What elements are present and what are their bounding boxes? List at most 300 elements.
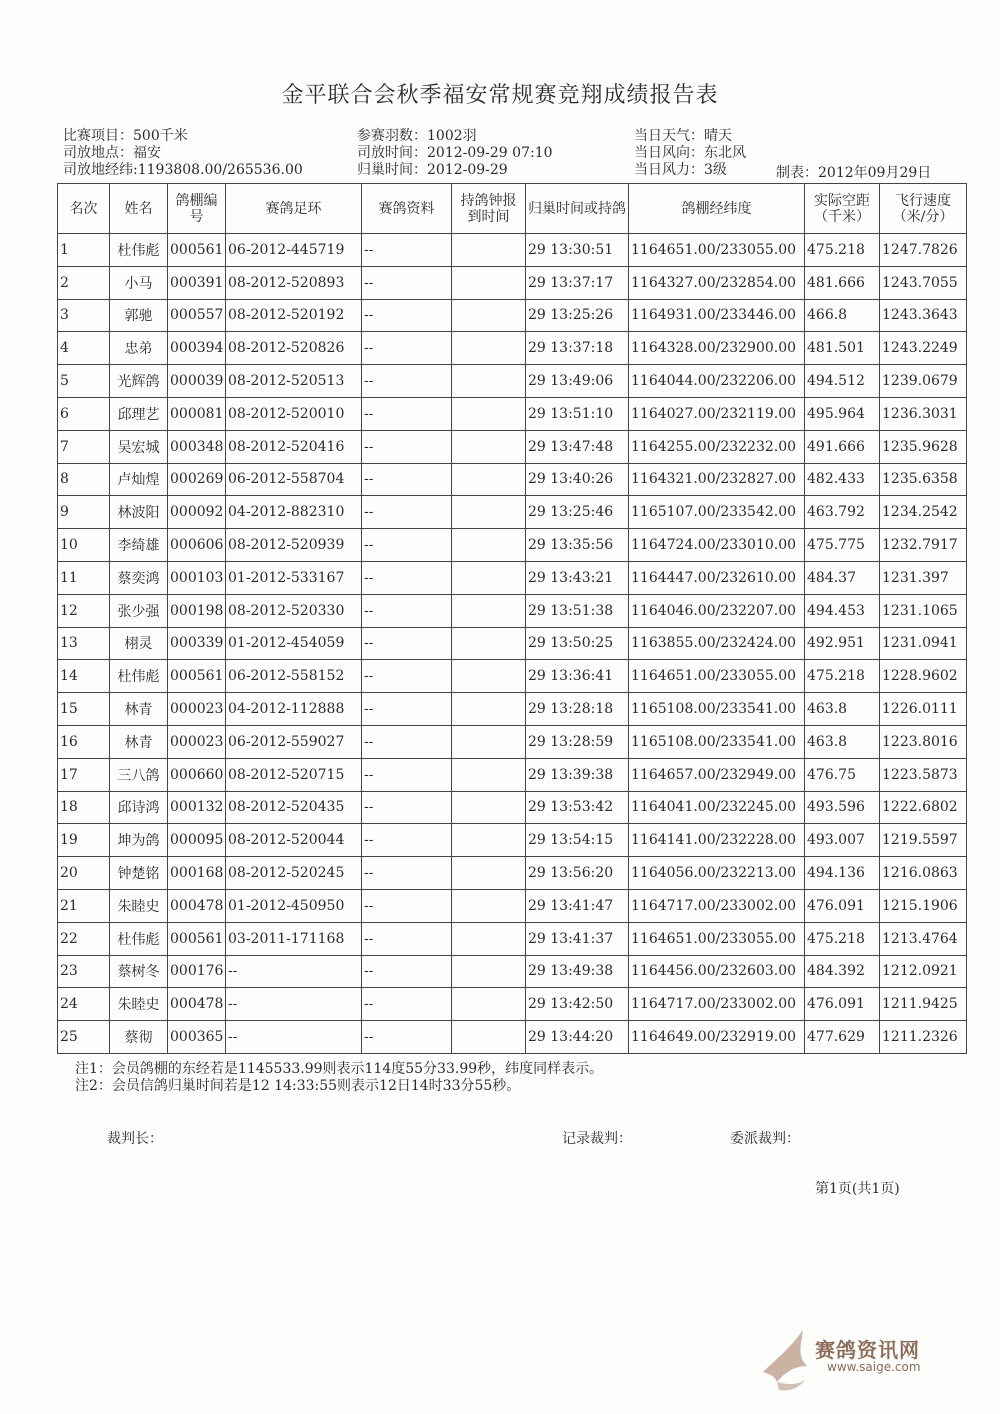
cell-dist: 481.501 [805, 332, 880, 365]
cell-info: -- [362, 758, 452, 791]
page-number: 第1页(共1页) [815, 1181, 900, 1197]
cell-dist: 476.091 [805, 988, 880, 1021]
cell-clock [452, 266, 526, 299]
cell-ring: 08-2012-520513 [226, 365, 362, 398]
table-row [58, 266, 967, 299]
cell-info: -- [362, 627, 452, 660]
cell-speed: 1219.5597 [880, 824, 967, 857]
count-info: 参赛羽数：1002羽 [357, 128, 477, 144]
cell-clock [452, 857, 526, 890]
cell-speed: 1236.3031 [880, 397, 967, 430]
cell-clock [452, 660, 526, 693]
cell-name: 郭驰 [110, 299, 168, 332]
cell-coord: 1164027.00/232119.00 [629, 397, 805, 430]
cell-clock [452, 594, 526, 627]
cell-info: -- [362, 922, 452, 955]
cell-time: 29 13:41:37 [526, 922, 629, 955]
cell-clock [452, 725, 526, 758]
cell-loft: 000365 [168, 1021, 226, 1054]
cell-clock [452, 1021, 526, 1054]
cell-dist: 463.8 [805, 693, 880, 726]
cell-ring: 08-2012-520245 [226, 857, 362, 890]
cell-rank: 17 [58, 758, 110, 791]
cell-coord: 1164717.00/233002.00 [629, 889, 805, 922]
cell-clock [452, 365, 526, 398]
cell-speed: 1243.7055 [880, 266, 967, 299]
cell-ring: 08-2012-520044 [226, 824, 362, 857]
cell-time: 29 13:25:26 [526, 299, 629, 332]
cell-ring: 08-2012-520939 [226, 529, 362, 562]
cell-clock [452, 463, 526, 496]
cell-info: -- [362, 561, 452, 594]
cell-time: 29 13:42:50 [526, 988, 629, 1021]
cell-coord: 1164056.00/232213.00 [629, 857, 805, 890]
cell-name: 小马 [110, 266, 168, 299]
table-row [58, 561, 967, 594]
cell-dist: 481.666 [805, 266, 880, 299]
cell-rank: 8 [58, 463, 110, 496]
cell-time: 29 13:28:18 [526, 693, 629, 726]
cell-time: 29 13:51:10 [526, 397, 629, 430]
header-name: 姓名 [110, 184, 168, 234]
header-info: 赛鸽资料 [362, 184, 452, 234]
table-row [58, 955, 967, 988]
cell-rank: 9 [58, 496, 110, 529]
cell-rank: 1 [58, 234, 110, 267]
cell-time: 29 13:44:20 [526, 1021, 629, 1054]
table-row [58, 889, 967, 922]
cell-coord: 1164255.00/232232.00 [629, 430, 805, 463]
cell-dist: 494.453 [805, 594, 880, 627]
cell-info: -- [362, 299, 452, 332]
cell-speed: 1232.7917 [880, 529, 967, 562]
wind-direction-info: 当日风向：东北风 [634, 145, 746, 161]
cell-info: -- [362, 430, 452, 463]
table-row [58, 660, 967, 693]
table-row [58, 234, 967, 267]
cell-speed: 1211.2326 [880, 1021, 967, 1054]
cell-loft: 000348 [168, 430, 226, 463]
cell-dist: 475.218 [805, 660, 880, 693]
cell-info: -- [362, 529, 452, 562]
cell-rank: 15 [58, 693, 110, 726]
cell-rank: 16 [58, 725, 110, 758]
cell-info: -- [362, 955, 452, 988]
cell-speed: 1234.2542 [880, 496, 967, 529]
cell-name: 吴宏城 [110, 430, 168, 463]
report-title: 金平联合会秋季福安常规赛竞翔成绩报告表 [281, 83, 719, 108]
table-row [58, 791, 967, 824]
cell-loft: 000039 [168, 365, 226, 398]
cell-coord: 1164931.00/233446.00 [629, 299, 805, 332]
cell-info: -- [362, 332, 452, 365]
cell-loft: 000092 [168, 496, 226, 529]
cell-info: -- [362, 594, 452, 627]
cell-ring: 08-2012-520192 [226, 299, 362, 332]
cell-info: -- [362, 693, 452, 726]
table-row [58, 1021, 967, 1054]
cell-name: 张少强 [110, 594, 168, 627]
cell-dist: 484.37 [805, 561, 880, 594]
cell-coord: 1164717.00/233002.00 [629, 988, 805, 1021]
cell-rank: 24 [58, 988, 110, 1021]
cell-dist: 493.007 [805, 824, 880, 857]
cell-dist: 495.964 [805, 397, 880, 430]
cell-time: 29 13:30:51 [526, 234, 629, 267]
info-block-middle [357, 128, 553, 179]
cell-info: -- [362, 463, 452, 496]
cell-ring: 01-2012-454059 [226, 627, 362, 660]
info-block-left [63, 128, 303, 179]
cell-dist: 494.512 [805, 365, 880, 398]
note-2: 注2：会员信鸽归巢时间若是12 14:33:55则表示12日14时33分55秒。 [75, 1078, 521, 1094]
cell-dist: 463.792 [805, 496, 880, 529]
cell-ring: 06-2012-445719 [226, 234, 362, 267]
cell-dist: 484.392 [805, 955, 880, 988]
cell-loft: 000023 [168, 725, 226, 758]
table-row [58, 365, 967, 398]
cell-info: -- [362, 824, 452, 857]
cell-rank: 13 [58, 627, 110, 660]
table-row [58, 397, 967, 430]
cell-dist: 477.629 [805, 1021, 880, 1054]
cell-rank: 7 [58, 430, 110, 463]
cell-name: 朱睦史 [110, 889, 168, 922]
cell-coord: 1164724.00/233010.00 [629, 529, 805, 562]
cell-time: 29 13:56:20 [526, 857, 629, 890]
cell-rank: 6 [58, 397, 110, 430]
cell-time: 29 13:40:26 [526, 463, 629, 496]
cell-ring: 08-2012-520893 [226, 266, 362, 299]
cell-name: 杜伟彪 [110, 922, 168, 955]
cell-speed: 1231.0941 [880, 627, 967, 660]
cell-loft: 000478 [168, 988, 226, 1021]
cell-coord: 1164447.00/232610.00 [629, 561, 805, 594]
cell-name: 钟楚铭 [110, 857, 168, 890]
cell-dist: 493.596 [805, 791, 880, 824]
cell-info: -- [362, 988, 452, 1021]
results-table [57, 183, 967, 1054]
cell-rank: 22 [58, 922, 110, 955]
cell-speed: 1211.9425 [880, 988, 967, 1021]
cell-loft: 000391 [168, 266, 226, 299]
delegate-judge-signature: 委派裁判： [730, 1131, 800, 1147]
cell-rank: 11 [58, 561, 110, 594]
cell-time: 29 13:37:18 [526, 332, 629, 365]
cell-clock [452, 988, 526, 1021]
cell-loft: 000176 [168, 955, 226, 988]
cell-dist: 476.75 [805, 758, 880, 791]
cell-speed: 1235.9628 [880, 430, 967, 463]
cell-coord: 1165108.00/233541.00 [629, 725, 805, 758]
cell-time: 29 13:25:46 [526, 496, 629, 529]
cell-loft: 000269 [168, 463, 226, 496]
cell-ring: 03-2011-171168 [226, 922, 362, 955]
cell-info: -- [362, 397, 452, 430]
header-speed: 飞行速度（米/分） [880, 184, 967, 234]
recorder-judge-signature: 记录裁判： [562, 1131, 632, 1147]
cell-name: 杜伟彪 [110, 660, 168, 693]
cell-coord: 1165107.00/233542.00 [629, 496, 805, 529]
table-row [58, 922, 967, 955]
cell-rank: 23 [58, 955, 110, 988]
header-row [58, 184, 967, 234]
cell-clock [452, 955, 526, 988]
cell-name: 杜伟彪 [110, 234, 168, 267]
cell-ring: 08-2012-520010 [226, 397, 362, 430]
cell-ring: 08-2012-520715 [226, 758, 362, 791]
header-clock: 持鸽钟报到时间 [452, 184, 526, 234]
cell-ring: 04-2012-112888 [226, 693, 362, 726]
cell-rank: 21 [58, 889, 110, 922]
cell-coord: 1164041.00/232245.00 [629, 791, 805, 824]
watermark-name: 赛鸽资讯网 [815, 1338, 920, 1362]
cell-clock [452, 496, 526, 529]
cell-clock [452, 889, 526, 922]
cell-coord: 1164651.00/233055.00 [629, 922, 805, 955]
chief-judge-signature: 裁判长： [107, 1131, 163, 1147]
cell-dist: 482.433 [805, 463, 880, 496]
table-row [58, 693, 967, 726]
cell-coord: 1164327.00/232854.00 [629, 266, 805, 299]
cell-loft: 000557 [168, 299, 226, 332]
cell-time: 29 13:51:38 [526, 594, 629, 627]
cell-loft: 000132 [168, 791, 226, 824]
cell-dist: 491.666 [805, 430, 880, 463]
made-date: 制表：2012年09月29日 [776, 165, 932, 181]
cell-time: 29 13:49:06 [526, 365, 629, 398]
return-time-info: 归巢时间：2012-09-29 [357, 162, 508, 178]
cell-speed: 1226.0111 [880, 693, 967, 726]
cell-time: 29 13:43:21 [526, 561, 629, 594]
cell-coord: 1164657.00/232949.00 [629, 758, 805, 791]
cell-coord: 1164651.00/233055.00 [629, 234, 805, 267]
info-block-right [634, 128, 746, 179]
cell-ring: 01-2012-450950 [226, 889, 362, 922]
table-row [58, 430, 967, 463]
cell-ring: -- [226, 955, 362, 988]
cell-coord: 1164321.00/232827.00 [629, 463, 805, 496]
event-info: 比赛项目：500千米 [63, 128, 188, 144]
header-loft: 鸽棚编号 [168, 184, 226, 234]
cell-loft: 000095 [168, 824, 226, 857]
cell-clock [452, 758, 526, 791]
header-dist: 实际空距（千米） [805, 184, 880, 234]
header-coord: 鸽棚经纬度 [629, 184, 805, 234]
cell-ring: 08-2012-520435 [226, 791, 362, 824]
cell-time: 29 13:47:48 [526, 430, 629, 463]
cell-ring: 06-2012-558152 [226, 660, 362, 693]
cell-name: 邱理艺 [110, 397, 168, 430]
cell-dist: 475.218 [805, 234, 880, 267]
cell-coord: 1164328.00/232900.00 [629, 332, 805, 365]
cell-ring: 08-2012-520826 [226, 332, 362, 365]
cell-name: 三八鸽 [110, 758, 168, 791]
release-time-info: 司放时间：2012-09-29 07:10 [357, 145, 553, 161]
cell-loft: 000103 [168, 561, 226, 594]
cell-name: 栩灵 [110, 627, 168, 660]
cell-name: 林青 [110, 693, 168, 726]
cell-ring: -- [226, 988, 362, 1021]
cell-speed: 1222.6802 [880, 791, 967, 824]
cell-name: 坤为鸽 [110, 824, 168, 857]
wind-force-info: 当日风力：3级 [634, 162, 727, 178]
cell-ring: 06-2012-559027 [226, 725, 362, 758]
table-row [58, 463, 967, 496]
cell-loft: 000478 [168, 889, 226, 922]
cell-ring: 04-2012-882310 [226, 496, 362, 529]
cell-time: 29 13:50:25 [526, 627, 629, 660]
cell-loft: 000561 [168, 660, 226, 693]
table-row [58, 332, 967, 365]
table-row [58, 594, 967, 627]
cell-clock [452, 397, 526, 430]
cell-time: 29 13:49:38 [526, 955, 629, 988]
cell-time: 29 13:54:15 [526, 824, 629, 857]
location-info: 司放地点：福安 [63, 145, 161, 161]
cell-coord: 1164141.00/232228.00 [629, 824, 805, 857]
cell-speed: 1223.5873 [880, 758, 967, 791]
cell-name: 蔡奕鸿 [110, 561, 168, 594]
cell-loft: 000168 [168, 857, 226, 890]
cell-ring: 08-2012-520416 [226, 430, 362, 463]
cell-time: 29 13:35:56 [526, 529, 629, 562]
cell-speed: 1212.0921 [880, 955, 967, 988]
cell-speed: 1216.0863 [880, 857, 967, 890]
cell-info: -- [362, 725, 452, 758]
cell-coord: 1164046.00/232207.00 [629, 594, 805, 627]
cell-time: 29 13:41:47 [526, 889, 629, 922]
table-row [58, 988, 967, 1021]
cell-info: -- [362, 660, 452, 693]
cell-clock [452, 332, 526, 365]
header-ring: 赛鸽足环 [226, 184, 362, 234]
weather-info: 当日天气：晴天 [634, 128, 732, 144]
cell-time: 29 13:39:38 [526, 758, 629, 791]
cell-clock [452, 627, 526, 660]
cell-loft: 000561 [168, 234, 226, 267]
cell-rank: 25 [58, 1021, 110, 1054]
cell-loft: 000081 [168, 397, 226, 430]
cell-clock [452, 299, 526, 332]
cell-clock [452, 561, 526, 594]
cell-dist: 475.775 [805, 529, 880, 562]
cell-clock [452, 824, 526, 857]
cell-rank: 14 [58, 660, 110, 693]
cell-rank: 2 [58, 266, 110, 299]
cell-speed: 1231.1065 [880, 594, 967, 627]
site-watermark [755, 1320, 970, 1400]
cell-speed: 1247.7826 [880, 234, 967, 267]
cell-info: -- [362, 889, 452, 922]
cell-speed: 1213.4764 [880, 922, 967, 955]
note-1: 注1：会员鸽棚的东经若是1145533.99则表示114度55分33.99秒，纬度同样表示。 [75, 1061, 604, 1077]
table-row [58, 758, 967, 791]
cell-clock [452, 430, 526, 463]
cell-rank: 20 [58, 857, 110, 890]
cell-rank: 19 [58, 824, 110, 857]
cell-info: -- [362, 496, 452, 529]
cell-coord: 1164044.00/232206.00 [629, 365, 805, 398]
cell-loft: 000339 [168, 627, 226, 660]
cell-info: -- [362, 857, 452, 890]
cell-clock [452, 693, 526, 726]
notes [75, 1061, 603, 1095]
cell-info: -- [362, 234, 452, 267]
table-row [58, 299, 967, 332]
header-rank: 名次 [58, 184, 110, 234]
cell-clock [452, 791, 526, 824]
cell-speed: 1243.2249 [880, 332, 967, 365]
watermark-url: www.saige.com [827, 1360, 921, 1374]
cell-info: -- [362, 791, 452, 824]
cell-ring: 01-2012-533167 [226, 561, 362, 594]
cell-name: 蔡树冬 [110, 955, 168, 988]
cell-loft: 000394 [168, 332, 226, 365]
cell-speed: 1231.397 [880, 561, 967, 594]
table-row [58, 725, 967, 758]
cell-ring: -- [226, 1021, 362, 1054]
cell-rank: 12 [58, 594, 110, 627]
cell-info: -- [362, 266, 452, 299]
cell-loft: 000561 [168, 922, 226, 955]
cell-clock [452, 922, 526, 955]
cell-rank: 18 [58, 791, 110, 824]
cell-ring: 06-2012-558704 [226, 463, 362, 496]
cell-name: 林青 [110, 725, 168, 758]
cell-name: 忠弟 [110, 332, 168, 365]
cell-clock [452, 234, 526, 267]
cell-clock [452, 529, 526, 562]
cell-time: 29 13:37:17 [526, 266, 629, 299]
cell-rank: 3 [58, 299, 110, 332]
cell-coord: 1164651.00/233055.00 [629, 660, 805, 693]
table-row [58, 627, 967, 660]
cell-coord: 1165108.00/233541.00 [629, 693, 805, 726]
table-row [58, 496, 967, 529]
cell-speed: 1239.0679 [880, 365, 967, 398]
cell-name: 光辉鸽 [110, 365, 168, 398]
cell-speed: 1215.1906 [880, 889, 967, 922]
cell-dist: 475.218 [805, 922, 880, 955]
cell-name: 蔡彻 [110, 1021, 168, 1054]
table-row [58, 824, 967, 857]
cell-ring: 08-2012-520330 [226, 594, 362, 627]
cell-time: 29 13:53:42 [526, 791, 629, 824]
cell-name: 林波阳 [110, 496, 168, 529]
cell-coord: 1164649.00/232919.00 [629, 1021, 805, 1054]
cell-dist: 466.8 [805, 299, 880, 332]
cell-dist: 463.8 [805, 725, 880, 758]
table-row [58, 857, 967, 890]
cell-loft: 000023 [168, 693, 226, 726]
header-time: 归巢时间或持鸽 [526, 184, 629, 234]
cell-time: 29 13:36:41 [526, 660, 629, 693]
cell-dist: 476.091 [805, 889, 880, 922]
cell-info: -- [362, 365, 452, 398]
cell-coord: 1164456.00/232603.00 [629, 955, 805, 988]
cell-name: 卢灿煌 [110, 463, 168, 496]
cell-dist: 494.136 [805, 857, 880, 890]
cell-loft: 000606 [168, 529, 226, 562]
cell-name: 邱诗鸿 [110, 791, 168, 824]
cell-loft: 000660 [168, 758, 226, 791]
release-coords-info: 司放地经纬:1193808.00/265536.00 [63, 162, 303, 178]
cell-name: 朱睦史 [110, 988, 168, 1021]
cell-speed: 1223.8016 [880, 725, 967, 758]
table-row [58, 529, 967, 562]
cell-dist: 492.951 [805, 627, 880, 660]
